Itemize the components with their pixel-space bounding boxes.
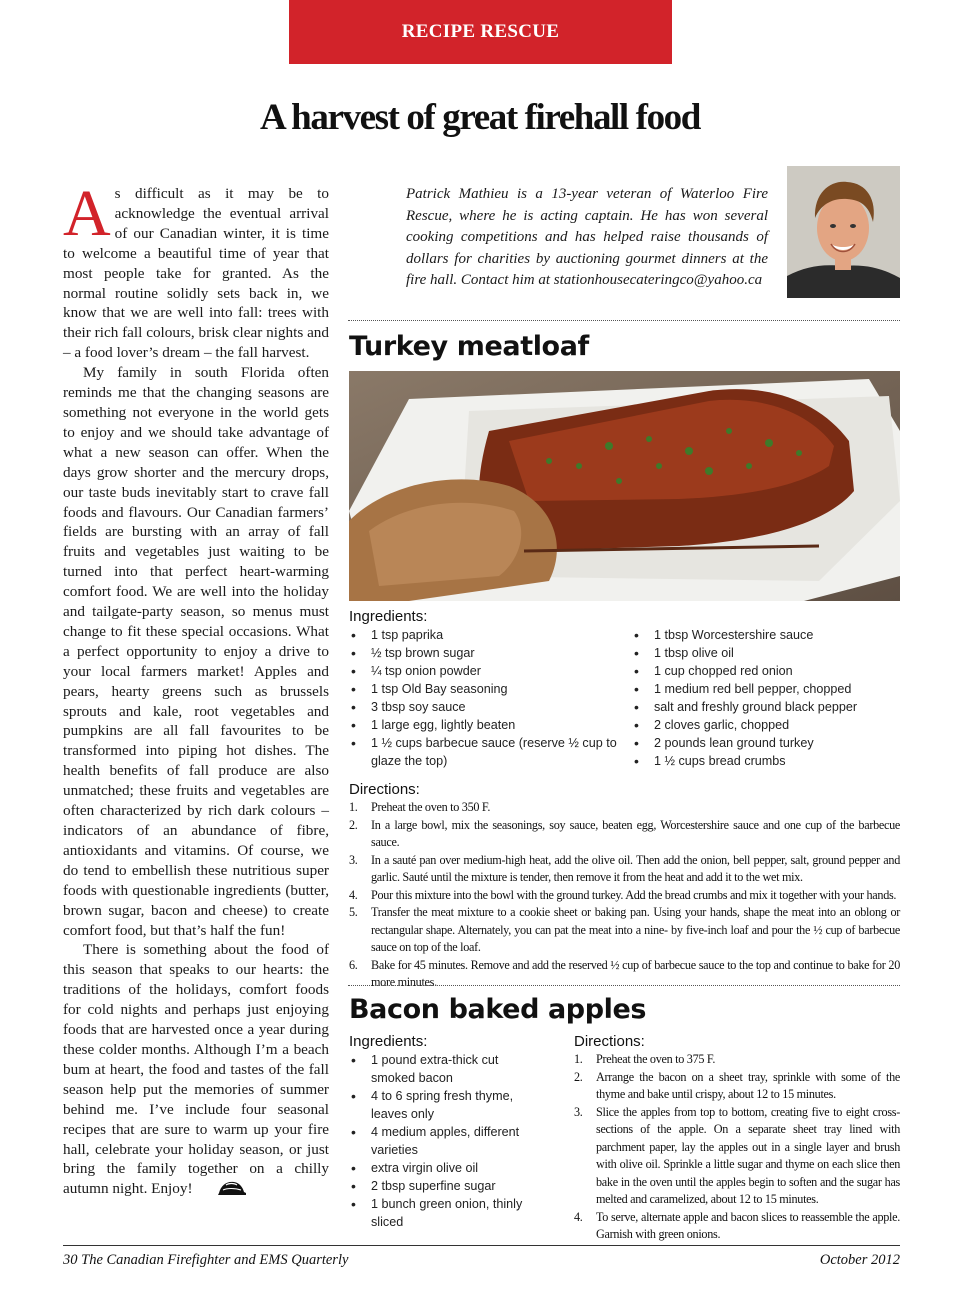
ingredient-item: • ½ tsp brown sugar <box>349 644 621 662</box>
step-number: 4. <box>574 1209 583 1224</box>
recipe-title-apples: Bacon baked apples <box>349 994 647 1025</box>
step-text: Preheat the oven to 375 F. <box>596 1052 716 1066</box>
ingredient-item: • 4 medium apples, different varieties <box>349 1123 539 1159</box>
author-bio: Patrick Mathieu is a 13-year veteran of Waterloo Fire Rescue, where he is acting captain. He has won several cooking competitions and has helped raise thousands of dollars for charities by auctioning gourmet dinners at the fire hall. Contact him at stationhousecateringco@yahoo.ca <box>406 186 768 289</box>
ingredient-item: • 2 pounds lean ground turkey <box>632 734 900 752</box>
direction-step <box>349 799 900 817</box>
article-paragraph-1 <box>63 177 329 363</box>
divider <box>348 985 900 986</box>
paragraph-text: There is something about the food of this season that speaks to our hearts: the traditions of the holidays, comfort foods for cold nights and perhaps just enjoying foods that are harvested once a year during these colder months. Although I’m a beach bum at heart, the food and tastes of the fall season help put the memories of summer behind me. I’ve include four seasonal recipes that are sure to warm up your fire hall, celebrate your holiday season, or just bring the family together on a chilly autumn night. Enjoy! <box>63 941 329 1198</box>
author-portrait <box>787 166 900 298</box>
footer-publication: 30 The Canadian Firefighter and EMS Quarterly <box>63 1252 349 1268</box>
apples-directions-label: Directions: <box>574 1033 645 1050</box>
step-number: 3. <box>349 852 358 867</box>
meatloaf-directions <box>349 799 900 992</box>
footer-divider <box>63 1245 900 1246</box>
ingredient-item: • 1 pound extra-thick cut smoked bacon <box>349 1051 539 1087</box>
ingredient-item: • 1 medium red bell pepper, chopped <box>632 680 900 698</box>
drop-cap: A <box>63 177 111 250</box>
ingredient-item: • 1 tsp paprika <box>349 626 621 644</box>
direction-step <box>574 1104 900 1209</box>
apples-ingredients-label: Ingredients: <box>349 1033 428 1050</box>
article-paragraph-3 <box>63 940 329 1202</box>
meatloaf-ingredients-right <box>632 626 900 770</box>
direction-step <box>349 904 900 957</box>
step-text: In a large bowl, mix the seasonings, soy sauce, beaten egg, Worcestershire sauce and one cup of the barbecue sauce. <box>371 817 900 849</box>
meatloaf-ingredients-label: Ingredients: <box>349 608 428 625</box>
step-number: 1. <box>349 800 358 814</box>
direction-step <box>349 817 900 852</box>
step-text: Arrange the bacon on a sheet tray, sprinkle with some of the thyme and bake until crispy, about 12 to 15 minutes. <box>596 1069 900 1101</box>
firefighter-helmet-icon <box>197 1180 247 1202</box>
step-number: 3. <box>574 1104 583 1119</box>
ingredient-item: • 4 to 6 spring fresh thyme, leaves only <box>349 1087 539 1123</box>
page-title: A harvest of great firehall food <box>260 97 700 138</box>
ingredient-item: • 1 cup chopped red onion <box>632 662 900 680</box>
apples-ingredients <box>349 1051 539 1231</box>
recipe-title-meatloaf: Turkey meatloaf <box>349 331 589 362</box>
apples-directions <box>574 1051 900 1244</box>
ingredient-item: • 1 bunch green onion, thinly sliced <box>349 1195 539 1231</box>
ingredient-item: • 1 large egg, lightly beaten <box>349 716 621 734</box>
ingredient-item: • 1 tsp Old Bay seasoning <box>349 680 621 698</box>
footer-date: October 2012 <box>819 1252 900 1268</box>
step-number: 6. <box>349 957 358 972</box>
step-text: Transfer the meat mixture to a cookie sheet or baking pan. Using your hands, shape the meat into an oblong or rectangular shape. Alternately, you can pat the meat into a nine- by five-inch loaf and pour the ½ cup of barbecue sauce on top of the loaf. <box>371 905 900 954</box>
direction-step <box>349 852 900 887</box>
ingredient-item: • ¼ tsp onion powder <box>349 662 621 680</box>
ingredient-item: • salt and freshly ground black pepper <box>632 698 900 716</box>
section-banner <box>289 0 672 64</box>
paragraph-text: s difficult as it may be to acknowledge the eventual arrival of our Canadian winter, it is time to welcome a beautiful time of year that most people take for granted. As the normal routine solidly sets back in, we know that we are well into fall: trees with their rich fall colours, brisk clear nights and – a food lover’s dream – the fall harvest. <box>63 185 329 362</box>
direction-step <box>349 957 900 992</box>
step-text: Preheat the oven to 350 F. <box>371 800 491 814</box>
ingredient-item: • 1 tbsp olive oil <box>632 644 900 662</box>
meatloaf-ingredients-left <box>349 626 621 770</box>
step-text: Bake for 45 minutes. Remove and add the reserved ½ cup of barbecue sauce to the top and continue to bake for 20 more minutes. <box>371 957 900 989</box>
step-number: 2. <box>574 1069 583 1084</box>
ingredient-item: • 1 ½ cups bread crumbs <box>632 752 900 770</box>
step-number: 4. <box>349 887 358 902</box>
direction-step <box>574 1051 900 1069</box>
meatloaf-photo <box>349 371 900 601</box>
meatloaf-directions-label: Directions: <box>349 781 420 798</box>
step-text: Pour this mixture into the bowl with the ground turkey. Add the bread crumbs and mix it together with your hands. <box>371 887 897 902</box>
direction-step <box>574 1209 900 1244</box>
direction-step <box>574 1069 900 1104</box>
ingredient-item: • 3 tbsp soy sauce <box>349 698 621 716</box>
divider <box>348 320 900 321</box>
step-number: 1. <box>574 1052 583 1066</box>
direction-step <box>349 887 900 905</box>
step-number: 5. <box>349 905 358 919</box>
article-body <box>63 177 329 1202</box>
step-number: 2. <box>349 817 358 832</box>
ingredient-item: • extra virgin olive oil <box>349 1159 539 1177</box>
ingredient-item: • 2 cloves garlic, chopped <box>632 716 900 734</box>
step-text: To serve, alternate apple and bacon slices to reassemble the apple. Garnish with green onions. <box>596 1209 900 1241</box>
ingredient-item: • 2 tbsp superfine sugar <box>349 1177 539 1195</box>
step-text: In a sauté pan over medium-high heat, add the olive oil. Then add the onion, bell pepper, salt, ground pepper and garlic. Sauté until the mixture is tender, then remove it from the heat and add it to the wet mix. <box>371 852 900 884</box>
article-paragraph-2: My family in south Florida often reminds me that the changing seasons are something not everyone in the world gets to enjoy and we should take advantage of what a new season can offer. When the days grow shorter and the mercury drops, our taste buds inevitably start to crave fall foods and flavours. Our Canadian farmers’ fields are bursting with an array of fall fruits and vegetables just waiting to be turned into that perfect heart-warming comfort food. We are well into the holiday and tailgate-party season, so menus must change to fit these special occasions. What a perfect opportunity to enjoy a drive to your local farmers market! Apples and pears, hearty greens such as brussels sprouts and kale, root vegetables and pumpkins are all fall favourites to be transformed into piping hot dishes. The health benefits of fall produce are also unmatched; these fruits and vegetables are often characterized by rich dark colours – indicators of an abundance of fibre, antioxidants and vitamins. Of course, we do tend to embellish these nutritious super foods with questionable ingredients (butter, brown sugar, bacon and cheese) to create comfort food, but that’s half the fun! <box>63 364 329 939</box>
section-label: RECIPE RESCUE <box>401 21 560 42</box>
ingredient-item: • 1 ½ cups barbecue sauce (reserve ½ cup to glaze the top) <box>349 734 621 770</box>
ingredient-item: • 1 tbsp Worcestershire sauce <box>632 626 900 644</box>
step-text: Slice the apples from top to bottom, creating five to eight cross-sections of the apple. On a separate sheet tray lined with parchment paper, lay the apples out in a single layer and brush with olive oil. Sprinkle a little sugar and thyme on each slice then bake in the oven until the apples begin to soften and the sugar has melted and caramelized, about 12 to 15 minutes. <box>596 1104 900 1206</box>
